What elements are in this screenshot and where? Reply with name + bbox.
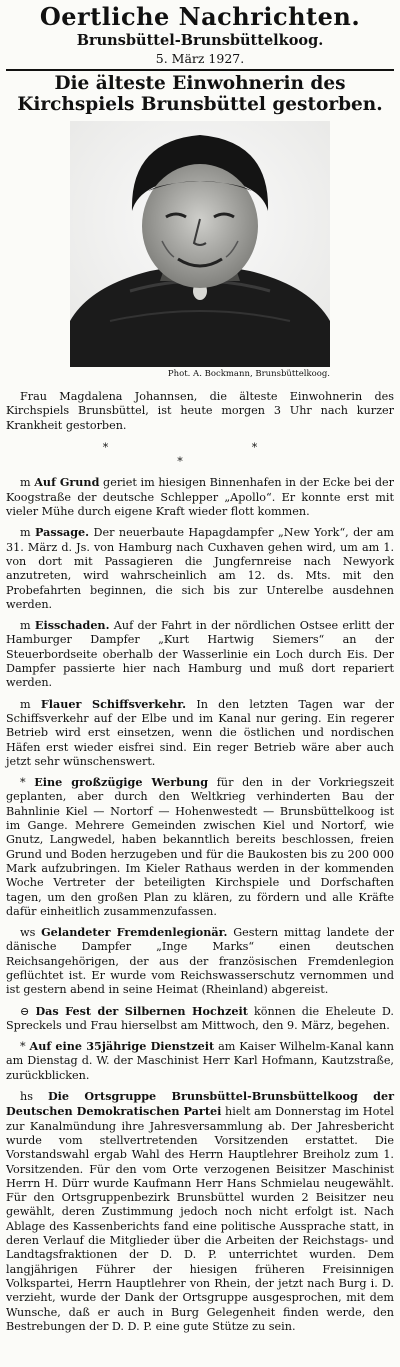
item-text: geriet im hiesigen Binnenhafen in der Ecke bei der Koogstraße der deutsche Schlepper „Apollo“. Er konnte erst mit vieler Mühe durch eigene Kraft wieder flott kommen. (6, 476, 394, 519)
divider (6, 69, 394, 71)
item-prefix: ⊖ (20, 1004, 30, 1018)
item-keyword: Auf Grund (34, 475, 100, 490)
item-text: können die Eheleute D. Spreckels und Frau hierselbst am Mittwoch, den 9. März, begehen. (6, 1004, 394, 1032)
item-keyword: Eine großzügige Werbung (34, 775, 209, 790)
photo-credit: Phot. A. Bockmann, Brunsbüttelkoog. (167, 369, 330, 379)
date-line: 5. März 1927. (155, 51, 245, 66)
section-title: Oertliche Nachrichten. (39, 2, 361, 31)
item-prefix: * (20, 1040, 26, 1054)
item-keyword: Passage. (35, 525, 90, 540)
item-text: hielt am Donnerstag im Hotel zur Kanalmündung ihre Jahresversammlung ab. Der Jahresbericht wurde vom stellvertretenden Vorsitzenden erstattet. Die Vorstandswahl ergab Wahl des Herrn Hauptlehrer Breiholz zum 1. Vorsitzenden. Für den vom Orte verzogenen Beisitzer Maschinist Herrn H. Dürr wurde Kaufmann Herr Hans Schmielau neugewählt. Für den Ortsgruppenbezirk Brunsbüttel wurden 2 Beisitzer neu gewählt, deren Zustimmung jedoch noch nicht erfolgt ist. Nach Ablage des Kassenberichts fand eine politische Aussprache statt, in deren Verlauf die Mitglieder über die Arbeiten der Reichstags- und Landtagsfraktionen der D. D. P. unterrichtet wurden. Dem langjährigen Führer der hiesigen früheren Freisinnigen Volkspartei, Herrn Hauptlehrer von Rhein, der jetzt nach Burg i. D. verzieht, wurde der Dank der Ortsgruppe ausgesprochen, mit dem Wunsche, daß er auch in Burg Gelegenheit finden werde, den Bestrebungen der D. D. P. eine gute Stütze zu sein. (6, 1105, 394, 1333)
headline: Die älteste Einwohnerin des Kirchspiels Brunsbüttel gestorben. (17, 73, 383, 115)
news-item-railway (6, 775, 394, 919)
item-keyword: Eisschaden. (34, 618, 110, 633)
item-text: Der neuerbaute Hapagdampfer „New York“, der am 31. März d. Js. von Hamburg nach Cuxhaven gehen wird, um am 1. von dort mit Passagieren die Jungfernreise nach Newyork anzutreten, wird wahrscheinlich am 12. ds. Mts. mit den Probefahrten beginnen, die sich bis zur Unterelbe ausdehnen werden. (6, 526, 394, 611)
obituary-paragraph (6, 390, 394, 433)
item-prefix: m (20, 526, 31, 540)
item-text: In den letzten Tagen war der Schiffsverkehr auf der Elbe und im Kanal nur gering. Ein regerer Betrieb wird erst einsetzen, wenn die östlichen und nordischen Häfen erst wieder eisfrei sind. Ein reger Betrieb wäre aber auch jetzt sehr wünschenswert. (6, 697, 395, 768)
article-body (6, 390, 394, 1334)
item-text: Auf der Fahrt in der nördlichen Ostsee erlitt der Hamburger Dampfer „Kurt Hartwig Siemers“ an der Steuerbordseite oberhalb der Wasserlinie ein Loch durch Eis. Der Dampfer passierte hier nach Hamburg und muß dort repariert werden. (6, 619, 394, 690)
location-line: Brunsbüttel-Brunsbüttelkoog. (76, 32, 324, 49)
item-keyword: Auf eine 35jährige Dienstzeit (29, 1039, 215, 1054)
item-prefix: m (20, 697, 31, 711)
news-item-service-anniversary (6, 1039, 394, 1083)
news-item-shipping (6, 697, 394, 769)
portrait-figure (70, 121, 330, 380)
paragraph-text: Frau Magdalena Johannsen, die älteste Einwohnerin des Kirchspiels Brunsbüttel, ist heute morgen 3 Uhr nach kurzer Krankheit gestorben. (6, 390, 394, 432)
section-separator: * * * (102, 440, 328, 469)
item-prefix: ws (20, 926, 36, 940)
newspaper-page (0, 4, 400, 1367)
masthead (6, 4, 394, 115)
news-item-ice-damage (6, 618, 394, 690)
item-keyword: Flauer Schiffsverkehr. (40, 696, 187, 711)
item-text: am Kaiser Wilhelm-Kanal kann am Dienstag d. W. der Maschinist Herr Karl Hofmann, Kautzstraße, zurückblicken. (6, 1040, 394, 1082)
item-prefix: * (20, 776, 26, 790)
item-keyword: Gelandeter Fremdenlegionär. (41, 925, 228, 940)
item-prefix: hs (20, 1090, 33, 1104)
item-keyword: Das Fest der Silbernen Hochzeit (35, 1003, 248, 1018)
item-prefix: m (20, 476, 31, 490)
news-item-silver-wedding (6, 1004, 394, 1034)
item-text: Gestern mittag landete der dänische Dampfer „Inge Marks“ einen deutschen Reichsangehörigen, der aus der französischen Fremdenlegion geflüchtet ist. Er wurde vom Reichswasserschutz vernommen und ist gestern abend in seine Heimat (Rheinland) abgereist. (6, 926, 394, 997)
item-prefix: m (20, 619, 31, 633)
news-item-aground (6, 475, 394, 519)
item-text: für den in der Vorkriegszeit geplanten, aber durch den Weltkrieg verhinderten Bau der Bahnlinie Kiel — Nortorf — Hohenwestedt — Brunsbüttelkoog ist im Gange. Mehrere Gemeinden zwischen Kiel und Nortorf, wie Gnutz, Langwedel, haben bekanntlich bereits beschlossen, freien Grund und Boden herzugeben und für die Baukosten bis zu 200 000 Mark aufzubringen. Im Kieler Rathaus werden in der kommenden Woche Vertreter der beteiligten Kirchspiele und Dorfschaften tagen, um den großen Plan zu klären, zu fördern und alle Kräfte dafür einheitlich zusammenzufassen. (6, 776, 394, 918)
item-keyword: Die Ortsgruppe Brunsbüttel-Brunsbüttelkoog der Deutschen Demokratischen Partei (6, 1089, 394, 1119)
news-item-passage (6, 525, 394, 612)
news-item-legionnaire (6, 925, 394, 997)
news-item-party-meeting (6, 1089, 394, 1334)
portrait-photo (70, 121, 330, 367)
